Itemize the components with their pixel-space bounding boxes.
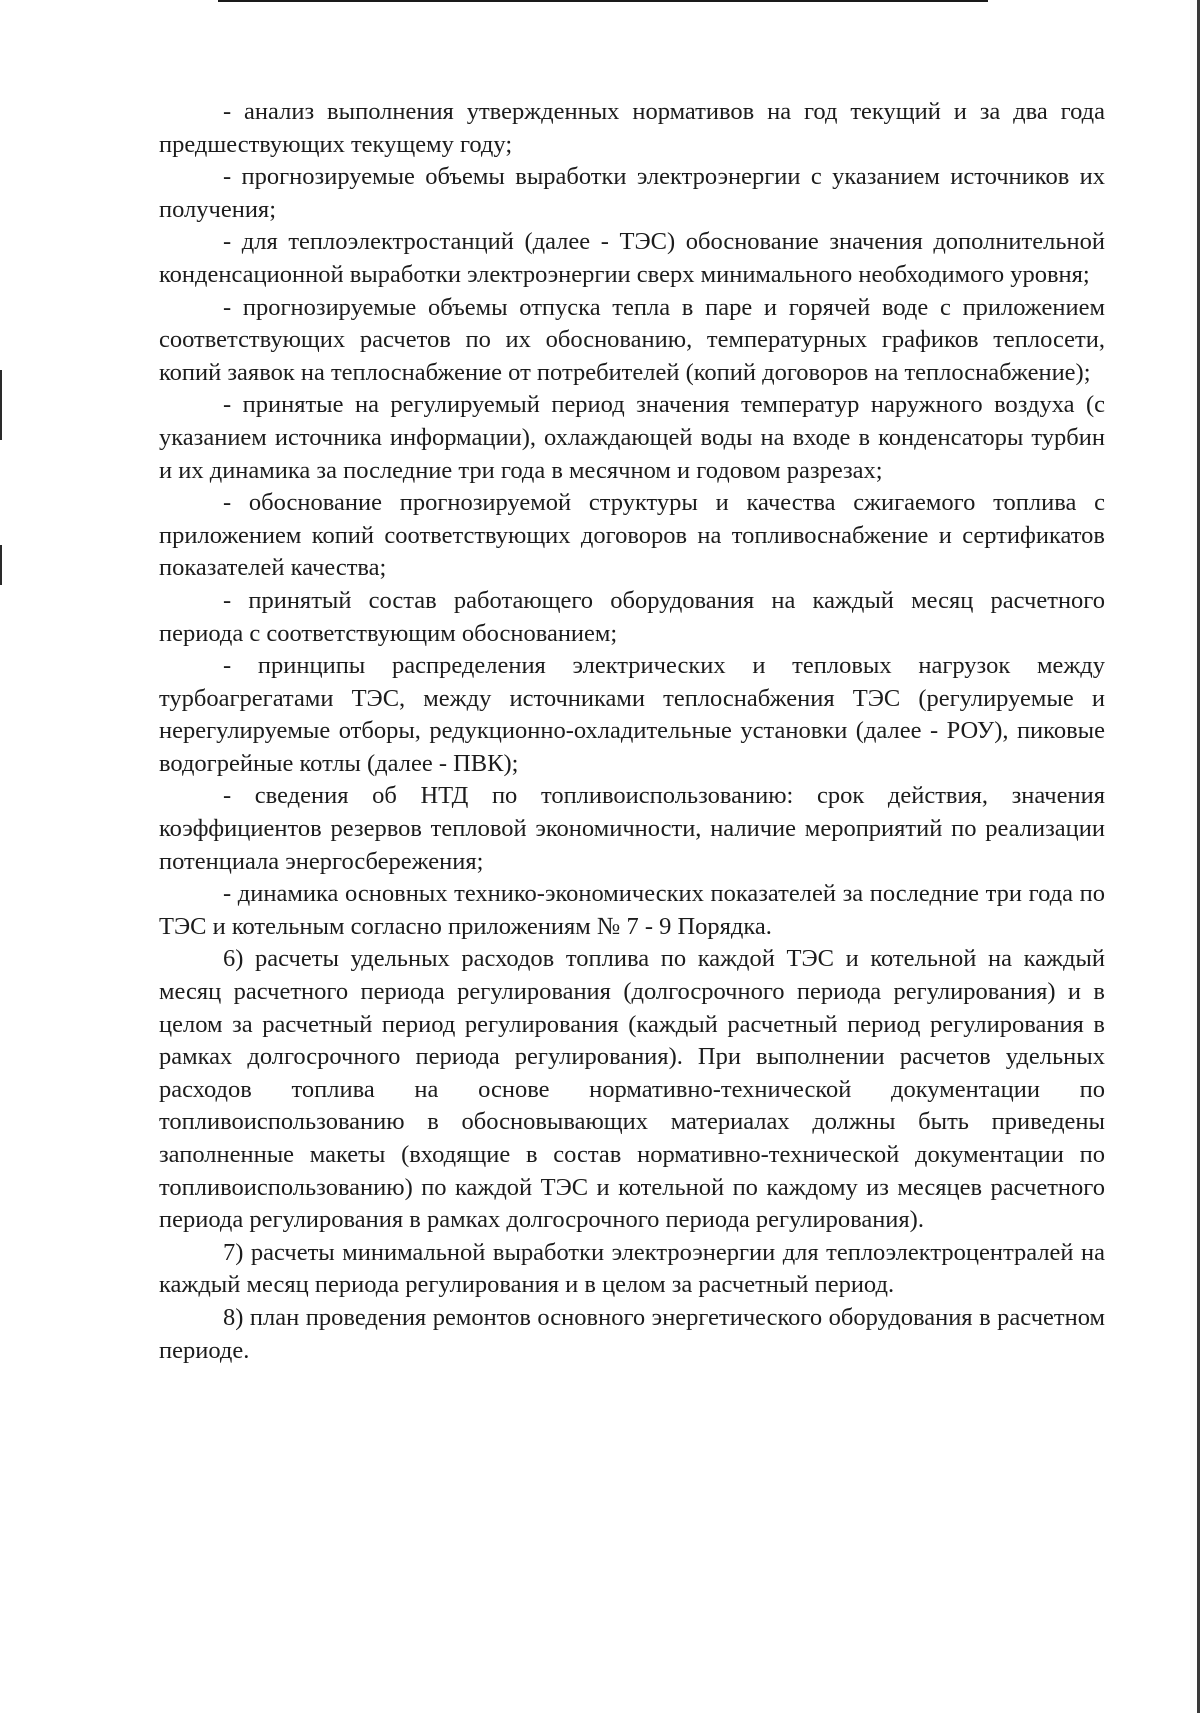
scan-left-edge-mark [0, 370, 2, 440]
scan-left-edge-mark [0, 545, 2, 585]
paragraph-temperature-values: - принятые на регулируемый период значения температур наружного воздуха (с указанием источника информации), охлаждающей воды на входе в конденсаторы турбин и их динамика за последние три года в месячном и годовом разрезах; [159, 391, 1105, 484]
paragraph-equipment-composition: - принятый состав работающего оборудования на каждый месяц расчетного периода с соответствующим обоснованием; [159, 586, 1105, 647]
paragraph-load-distribution: - принципы распределения электрических и тепловых нагрузок между турбоагрегатами ТЭС, между источниками теплоснабжения ТЭС (регулируемые и нерегулируемые отборы, редукционно-охладительные установки (далее - РОУ), пиковые водогрейные котлы (далее - ПВК); [159, 652, 1105, 777]
paragraph-condensing-generation: - для теплоэлектростанций (далее - ТЭС) обоснование значения дополнительной конденсационной выработки электроэнергии сверх минимального необходимого уровня; [159, 228, 1105, 288]
paragraph-heat-supply-volumes: - прогнозируемые объемы отпуска тепла в паре и горячей воде с приложением соответствующих расчетов по их обоснованию, температурных графиков теплосети, копий заявок на теплоснабжение от потребителей (копий договоров на теплоснабжение); [159, 293, 1105, 386]
paragraph-fuel-structure: - обоснование прогнозируемой структуры и качества сжигаемого топлива с приложением копий соответствующих договоров на топливоснабжение и сертификатов показателей качества; [159, 489, 1105, 582]
document-body [159, 96, 1105, 1367]
paragraph-item-8-repair-plan: 8) план проведения ремонтов основного энергетического оборудования в расчетном периоде. [159, 1303, 1105, 1364]
paragraph-tech-economic-dynamics: - динамика основных технико-экономических показателей за последние три года по ТЭС и котельным согласно приложениям № 7 - 9 Порядка. [159, 880, 1105, 940]
paragraph-norms-analysis: - анализ выполнения утвержденных нормативов на год текущий и за два года предшествующих текущему году; [159, 98, 1105, 158]
paragraph-item-7-min-generation: 7) расчеты минимальной выработки электроэнергии для теплоэлектроцентралей на каждый месяц периода регулирования и в целом за расчетный период. [159, 1238, 1105, 1299]
paragraph-electricity-volumes: - прогнозируемые объемы выработки электроэнергии с указанием источников их получения; [159, 163, 1105, 223]
scan-top-edge-line [218, 0, 988, 2]
paragraph-item-6-fuel-calculations: 6) расчеты удельных расходов топлива по каждой ТЭС и котельной на каждый месяц расчетного периода регулирования (долгосрочного периода регулирования) и в целом за расчетный период регулирования (каждый расчетный период регулирования в рамках долгосрочного периода регулирования). При выполнении расчетов удельных расходов топлива на основе нормативно-технической документации по топливоиспользованию в обосновывающих материалах должны быть приведены заполненные макеты (входящие в состав нормативно-технической документации по топливоиспользованию) по каждой ТЭС и котельной по каждому из месяцев расчетного периода регулирования в рамках долгосрочного периода регулирования). [159, 945, 1105, 1234]
paragraph-ntd-info: - сведения об НТД по топливоиспользованию: срок действия, значения коэффициентов резервов тепловой экономичности, наличие мероприятий по реализации потенциала энергосбережения; [159, 782, 1105, 875]
